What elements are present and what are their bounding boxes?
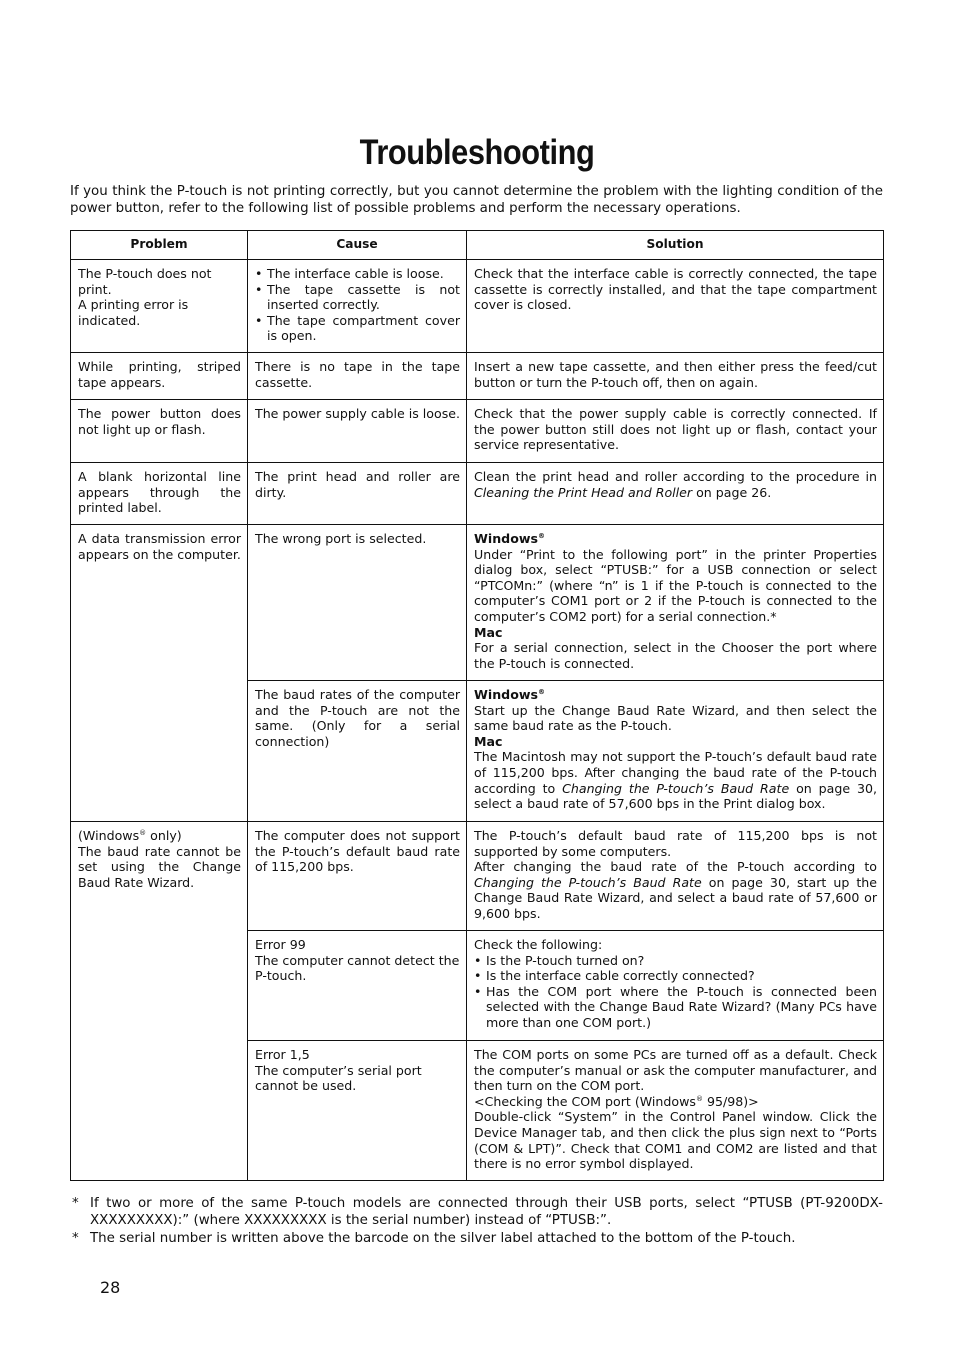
os-heading-mac: Mac bbox=[474, 733, 503, 749]
problem-cell bbox=[71, 822, 248, 1181]
cause-cell: The baud rates of the computer and the P-touch are not the same. (Only for a serial connection) bbox=[248, 681, 467, 822]
table-header-row bbox=[71, 231, 884, 260]
cause-text: The computer’s serial port cannot be used. bbox=[255, 1062, 422, 1094]
solution-text: The Macintosh may not support the P-touch’s default baud rate of 115,200 bps. After changing the baud rate of the P-touch according to Changing the P-touch’s Baud Rate on page 30, select a baud rate of 57,600 bps in the Print dialog box. bbox=[474, 749, 877, 812]
intro-paragraph: If you think the P-touch is not printing correctly, but you cannot determine the problem with the lighting condition of the power button, refer to the following list of possible problems and perform the necessary operations. bbox=[70, 184, 883, 216]
solution-text: After changing the baud rate of the P-touch according to Changing the P-touch’s Baud Rate on page 30, start up the Change Baud Rate Wizard, and select a baud rate of 57,600 or 9,600 bps. bbox=[474, 859, 878, 921]
solution-text: Double-click “System” in the Control Panel window. Click the Device Manager tab, and then click the plus sign next to “Ports (COM & LPT)”. Check that COM1 and COM2 are listed and that there is no error symbol displayed. bbox=[474, 1109, 877, 1172]
table-row bbox=[71, 400, 884, 463]
problem-text: (Windows® only) bbox=[78, 828, 182, 843]
problem-cell: The power button does not light up or flash. bbox=[71, 400, 248, 463]
cause-cell: The power supply cable is loose. bbox=[248, 400, 467, 463]
table-row bbox=[71, 353, 884, 400]
cause-cell: The wrong port is selected. bbox=[248, 525, 467, 681]
table-row bbox=[71, 463, 884, 525]
footnote bbox=[70, 1231, 883, 1248]
cause-cell: The computer does not support the P-touch’s default baud rate of 115,200 bps. bbox=[248, 822, 467, 931]
error-code: Error 99 bbox=[255, 937, 306, 952]
footnote-text: The serial number is written above the barcode on the silver label attached to the bottom of the P-touch. bbox=[90, 1231, 796, 1246]
os-heading-windows: Windows® bbox=[474, 687, 545, 702]
solution-text: The COM ports on some PCs are turned off as a default. Check the computer’s manual or ask the computer manufacturer, and then turn on the COM port. bbox=[474, 1047, 877, 1094]
cause-text: The computer cannot detect the P-touch. bbox=[255, 952, 460, 984]
problem-cell: A blank horizontal line appears through the printed label. bbox=[71, 463, 248, 525]
check-item: • Is the P-touch turned on? bbox=[474, 953, 877, 969]
problem-cell: A data transmission error appears on the computer. bbox=[71, 525, 248, 822]
problem-cell: While printing, striped tape appears. bbox=[71, 353, 248, 400]
solution-cell bbox=[467, 681, 884, 822]
solution-cell: Clean the print head and roller according to the procedure in Cleaning the Print Head and Roller on page 26. bbox=[467, 463, 884, 525]
table-row bbox=[71, 525, 884, 681]
solution-cell: Insert a new tape cassette, and then either press the feed/cut button or turn the P-touch off, then on again. bbox=[467, 353, 884, 400]
table-row bbox=[71, 822, 884, 931]
footnotes bbox=[70, 1196, 883, 1250]
problem-text: A printing error is indicated. bbox=[78, 297, 189, 328]
cause-cell bbox=[248, 260, 467, 353]
cause-cell bbox=[248, 1041, 467, 1181]
solution-cell: Check that the interface cable is correctly connected, the tape cassette is correctly installed, and that the tape compartment cover is closed. bbox=[467, 260, 884, 353]
page-title: Troubleshooting bbox=[359, 133, 595, 172]
cause-cell: There is no tape in the tape cassette. bbox=[248, 353, 467, 400]
solution-text: The P-touch’s default baud rate of 115,200 bps is not supported by some computers. bbox=[474, 828, 877, 859]
solution-subheading: <Checking the COM port (Windows® 95/98)> bbox=[474, 1093, 759, 1109]
cause-list bbox=[255, 266, 460, 344]
footnote bbox=[70, 1196, 883, 1229]
solution-cell bbox=[467, 931, 884, 1041]
cause-cell bbox=[248, 931, 467, 1041]
page-number: 28 bbox=[100, 1278, 121, 1297]
solution-text: Under “Print to the following port” in the printer Properties dialog box, select “PTUSB:” for a USB connection or select “PTCOMn:” (where “n” is 1 if the P-touch is connected to the computer’s COM1 port or 2 if the P-touch is connected to the computer’s COM2 port) for a serial connection.* bbox=[474, 546, 877, 624]
table-row bbox=[71, 260, 884, 353]
reference-link: Cleaning the Print Head and Roller bbox=[474, 484, 693, 500]
cause-item: • The interface cable is loose. bbox=[255, 266, 460, 282]
cause-item: • The tape cassette is not inserted correctly. bbox=[255, 282, 460, 313]
header-solution: Solution bbox=[467, 231, 884, 260]
reference-link: Changing the P-touch’s Baud Rate bbox=[562, 780, 790, 796]
reference-link: Changing the P-touch’s Baud Rate bbox=[474, 874, 702, 890]
footnote-text: If two or more of the same P-touch models are connected through their USB ports, select “PTUSB (PT-9200DX-XXXXXXXXX):” (where XXXXXXXXX is the serial number) instead of “PTUSB:”. bbox=[90, 1196, 883, 1228]
check-list bbox=[474, 953, 877, 1031]
os-heading-mac: Mac bbox=[474, 624, 503, 640]
header-problem: Problem bbox=[71, 231, 248, 260]
header-cause: Cause bbox=[248, 231, 467, 260]
footnote-marker: * bbox=[72, 1231, 79, 1246]
solution-cell bbox=[467, 525, 884, 681]
cause-item: • The tape compartment cover is open. bbox=[255, 313, 460, 344]
os-heading-windows: Windows® bbox=[474, 531, 545, 546]
solution-text: Check the following: bbox=[474, 937, 603, 952]
solution-cell bbox=[467, 822, 884, 931]
problem-cell bbox=[71, 260, 248, 353]
cause-cell: The print head and roller are dirty. bbox=[248, 463, 467, 525]
solution-cell bbox=[467, 1041, 884, 1181]
problem-text: The P-touch does not print. bbox=[78, 266, 212, 297]
solution-text: For a serial connection, select in the Chooser the port where the P-touch is connected. bbox=[474, 640, 877, 671]
error-code: Error 1,5 bbox=[255, 1047, 310, 1062]
solution-text: Start up the Change Baud Rate Wizard, and then select the same baud rate as the P-touch. bbox=[474, 702, 877, 734]
check-item: • Has the COM port where the P-touch is connected been selected with the Change Baud Rate Wizard? (Many PCs have more than one COM port.) bbox=[474, 984, 877, 1031]
footnote-marker: * bbox=[72, 1196, 79, 1211]
problem-text: The baud rate cannot be set using the Change Baud Rate Wizard. bbox=[78, 843, 241, 890]
solution-cell: Check that the power supply cable is correctly connected. If the power button still does not light up or flash, contact your service representative. bbox=[467, 400, 884, 463]
check-item: • Is the interface cable correctly connected? bbox=[474, 968, 877, 984]
troubleshooting-table bbox=[70, 230, 884, 1181]
